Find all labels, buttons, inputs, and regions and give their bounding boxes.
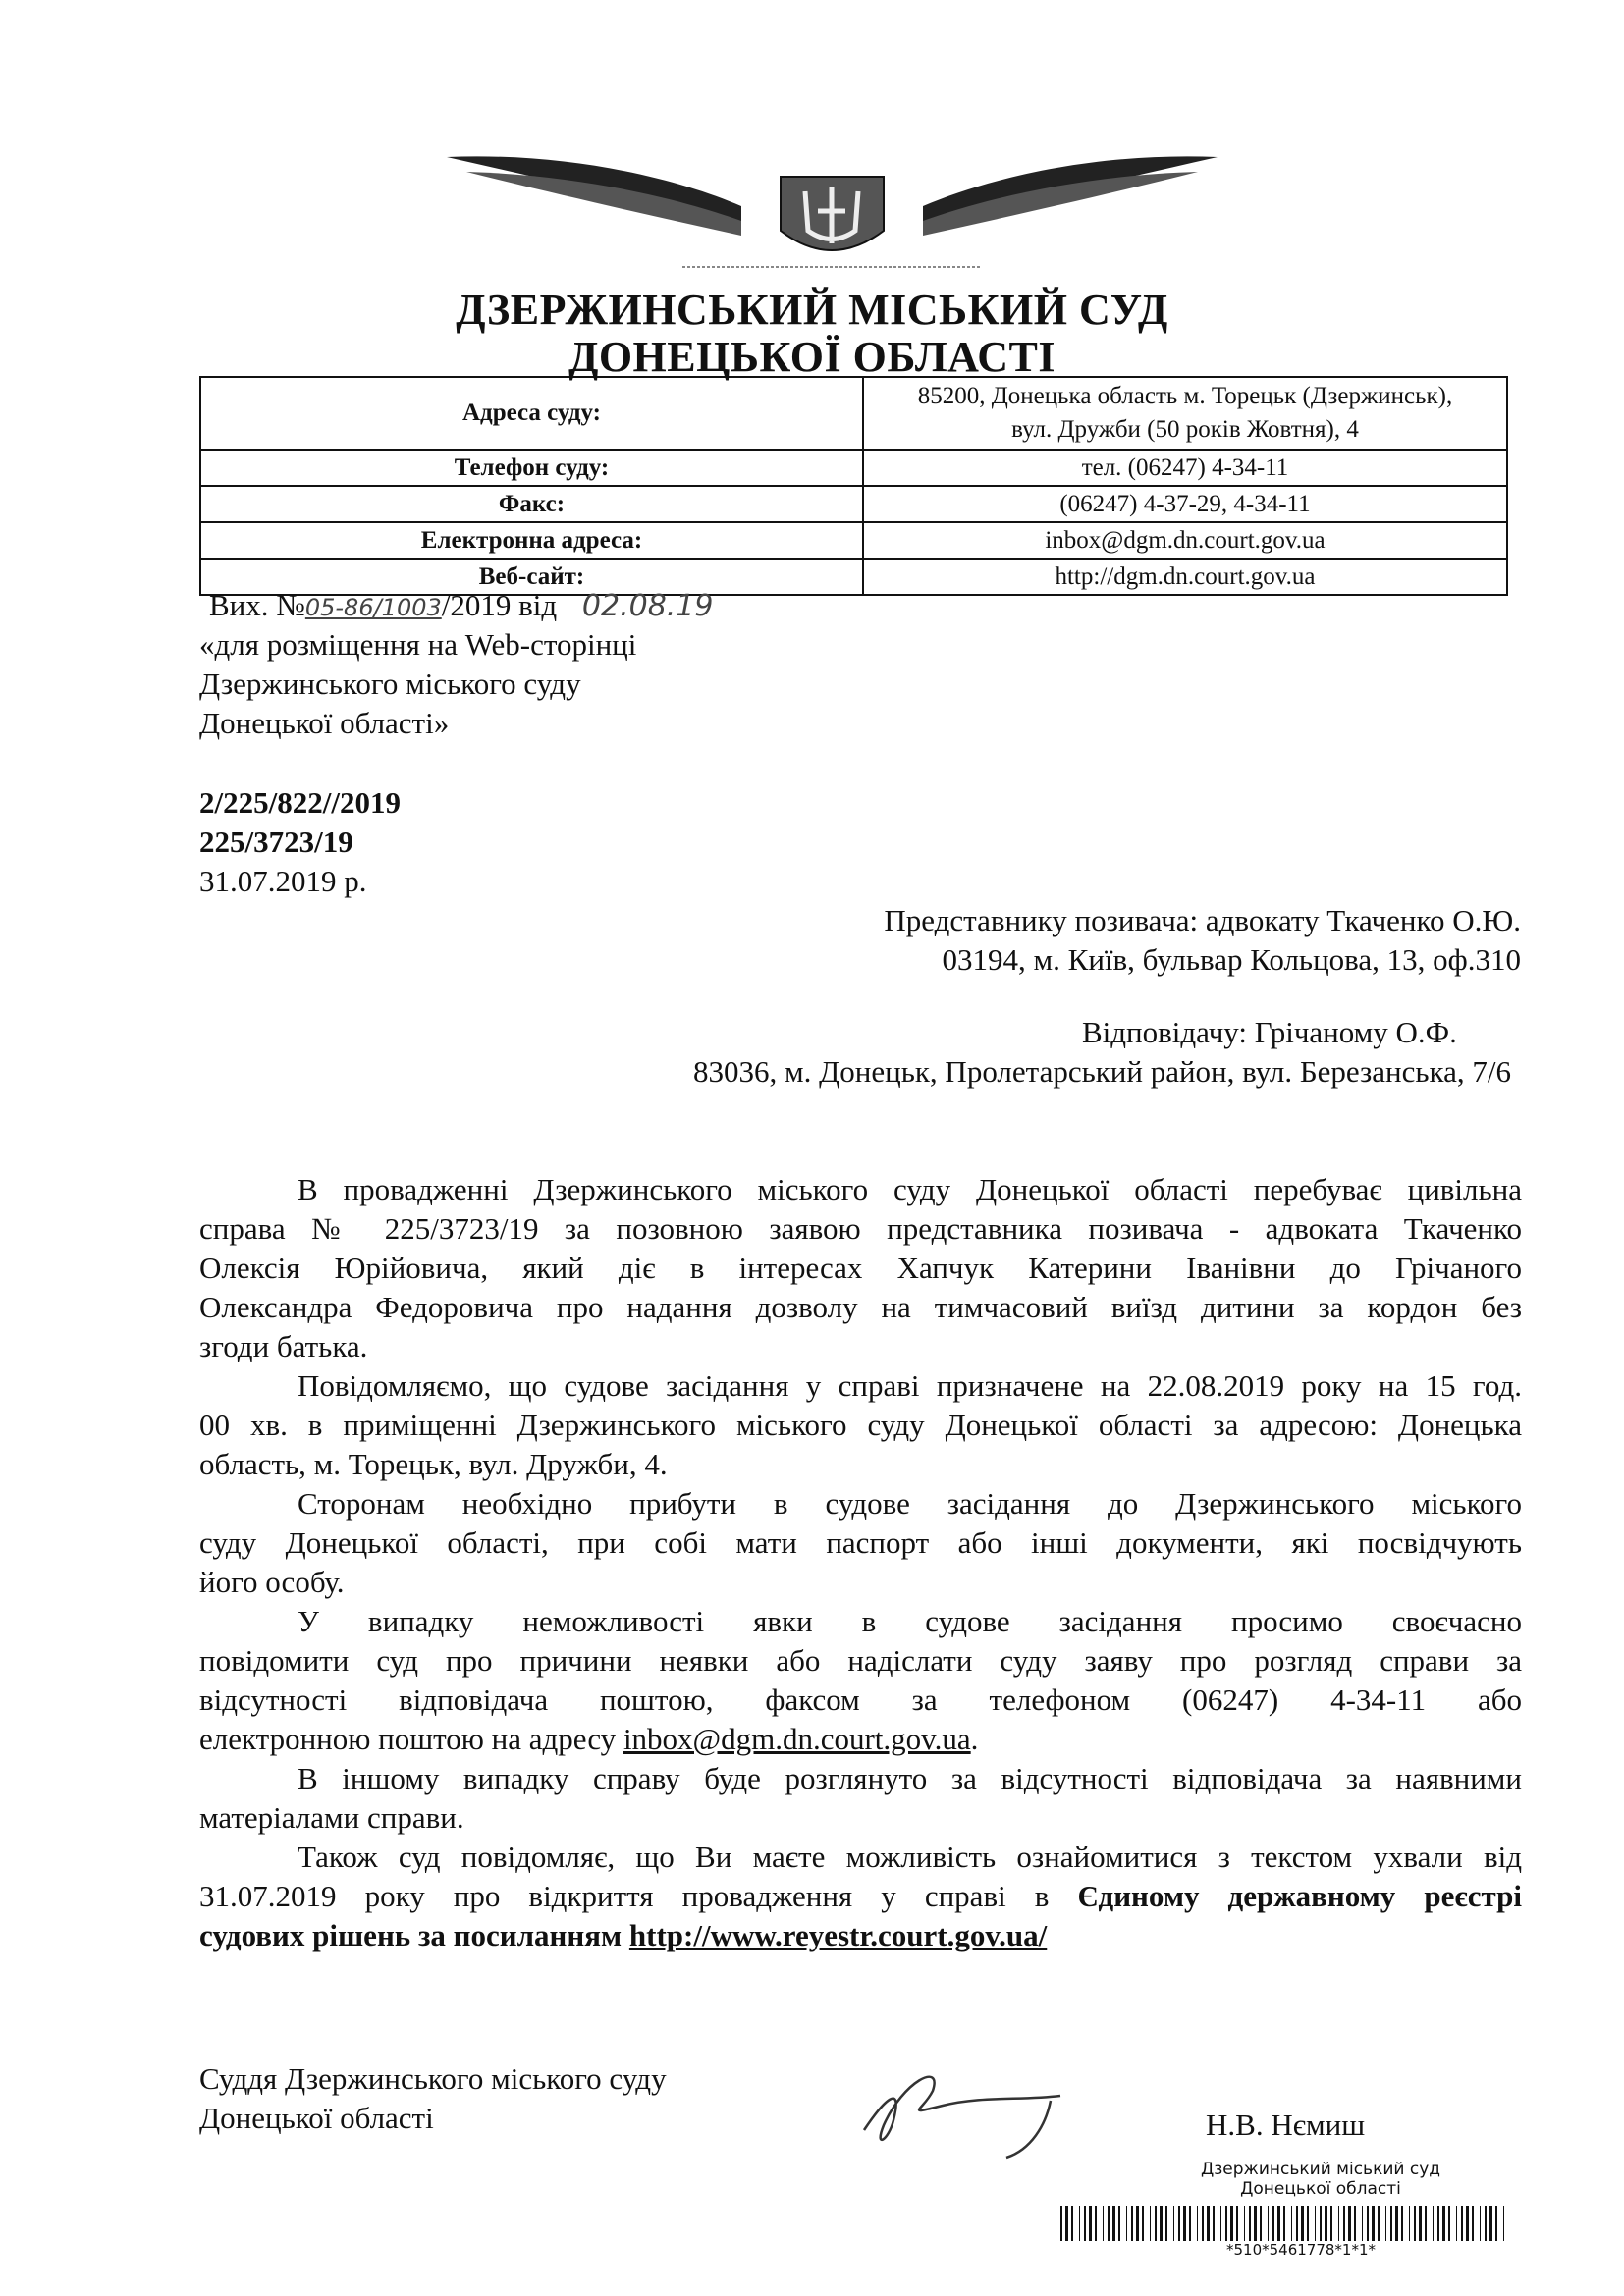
paragraph-6: Також суд повідомляє, що Ви маєте можливість ознайомитися з текстом ухвали від 31.07.2019 року про відкриття провадження у справі в Єдиному державному реєстрі судових рішень за посиланням http://www.reyestr.court.gov.ua/ [199,1840,1522,1952]
address-label: Адреса суду: [200,377,863,450]
barcode-bar [1173,2206,1174,2241]
table-row [200,450,1507,486]
barcode-bar [1307,2206,1309,2241]
barcode-bar [1472,2206,1474,2241]
placement-note: «для розміщення на Web-сторінці Дзержинського міського суду Донецької області» [199,627,637,740]
barcode-bar [1433,2206,1434,2241]
judge-title: Суддя Дзержинського міського суду Донецької області [199,2061,667,2135]
barcode-bar [1103,2206,1104,2241]
barcode-bar [1236,2206,1238,2241]
case-number-1: 2/225/822//2019 [199,785,401,820]
case-numbers [199,783,401,862]
barcode-bar [1343,2206,1345,2241]
plaintiff-address: 03194, м. Київ, бульвар Кольцова, 13, оф.310 [942,942,1521,977]
barcode-bar [1155,2206,1157,2241]
barcode-bar [1437,2206,1439,2241]
barcode-bar [1485,2206,1487,2241]
barcode-bar [1425,2206,1427,2241]
barcode-bar [1367,2206,1369,2241]
registry-link[interactable]: http://www.reyestr.court.gov.ua/ [628,1918,1048,1952]
registration-stamp: Дзержинський міський суд Донецької області [1200,2160,1441,2199]
barcode-bar [1442,2206,1445,2241]
barcode-bar [1390,2206,1392,2241]
body-text [199,1170,1522,1955]
barcode-bar [1244,2206,1245,2241]
fax-value: (06247) 4-37-29, 4-34-11 [863,486,1507,522]
address-value [863,377,1507,450]
barcode-bar [1213,2206,1215,2241]
barcode-bar [1112,2206,1115,2241]
barcode-bar [1296,2206,1298,2241]
barcode-bar [1089,2206,1092,2241]
barcode-bar [1409,2206,1410,2241]
barcode-bar [1183,2206,1186,2241]
barcode-bar [1456,2206,1457,2241]
handwritten-number: 05-86/1003 [304,594,442,621]
barcode-bar [1401,2206,1403,2241]
barcode-bar [1362,2206,1363,2241]
case-date: 31.07.2019 р. [199,864,367,898]
barcode-bar [1503,2206,1504,2241]
barcode-bar [1249,2206,1251,2241]
barcode-bar [1254,2206,1257,2241]
barcode-bar [1095,2206,1097,2241]
outgoing-number: Вих. №05-86/1003/2019 від 02.08.19 [209,588,714,623]
court-info-table [199,376,1508,596]
barcode-bar [1325,2206,1327,2241]
barcode-bar [1372,2206,1375,2241]
barcode-bar [1466,2206,1469,2241]
barcode-bar [1448,2206,1450,2241]
barcode-bar [1291,2206,1292,2241]
barcode-bar [1268,2206,1269,2241]
website-label: Веб-сайт: [200,559,863,595]
address-line-2: вул. Дружби (50 років Жовтня), 4 [1011,416,1359,443]
fax-label: Факс: [200,486,863,522]
judge-name: Н.В. Нємиш [1206,2108,1366,2142]
barcode-bar [1338,2206,1339,2241]
barcode-bar [1489,2206,1492,2241]
barcode-bar [1348,2206,1351,2241]
barcode-bar [1301,2206,1304,2241]
barcode-bar [1178,2206,1180,2241]
winged-trident-icon [447,137,1218,275]
defendant-address: 83036, м. Донецьк, Пролетарський район, вул. Березанська, 7/6 [693,1054,1511,1089]
barcode-bar [1207,2206,1210,2241]
court-name-line2: ДОНЕЦЬКОЇ ОБЛАСТІ [568,333,1056,381]
barcode-bar [1136,2206,1139,2241]
barcode-bar [1315,2206,1316,2241]
barcode-bar [1189,2206,1191,2241]
barcode-number: *510*5461778*1*1* [1225,2241,1377,2259]
phone-value: тел. (06247) 4-34-11 [863,450,1507,486]
barcode-bar [1108,2206,1110,2241]
barcode-bar [1277,2206,1280,2241]
barcode-bar [1160,2206,1163,2241]
email-label: Електронна адреса: [200,522,863,559]
barcode-bar [1118,2206,1120,2241]
barcode-bar [1150,2206,1151,2241]
barcode-bar [1330,2206,1332,2241]
email-link[interactable]: inbox@dgm.dn.court.gov.ua [623,1722,971,1756]
paragraph-2: Повідомляємо, що судове засідання у справі призначене на 22.08.2019 року на 15 год. 00 хв. в приміщенні Дзержинського міського суду Донецької області за адресою: Донецька область, м. Торецьк, вул. Дружби, 4. [199,1368,1522,1481]
court-name-line1: ДЗЕРЖИНСЬКИЙ МІСЬКИЙ СУД [456,286,1168,334]
barcode-bar [1225,2206,1227,2241]
email-value: inbox@dgm.dn.court.gov.ua [863,522,1507,559]
barcode-bar [1142,2206,1144,2241]
barcode-bar [1131,2206,1133,2241]
case-number-2: 225/3723/19 [199,825,353,859]
table-row [200,486,1507,522]
barcode [1058,2206,1510,2241]
barcode-bar [1283,2206,1285,2241]
paragraph-4: У випадку неможливості явки в судове засідання просимо своєчасно повідомити суд про причини неявки або надіслати суду заяву про розгляд справи за відсутності відповідача поштою, факсом за телефоном (06247) 4-34-11 або електронною поштою на адресу inbox@dgm.dn.court.gov.ua. [199,1604,1522,1756]
barcode-bar [1385,2206,1386,2241]
table-row [200,522,1507,559]
barcode-bar [1071,2206,1073,2241]
barcode-bar [1272,2206,1274,2241]
barcode-bar [1419,2206,1422,2241]
table-row [200,377,1507,450]
plaintiff-representative: Представнику позивача: адвокату Ткаченко О.Ю. [884,903,1521,937]
paragraph-3: Сторонам необхідно прибути в судове засідання до Дзержинського міського суду Донецької області, при собі мати паспорт або інші документи, які посвідчують його особу. [199,1486,1522,1599]
barcode-bar [1378,2206,1380,2241]
website-value: http://dgm.dn.court.gov.ua [863,559,1507,595]
barcode-bar [1202,2206,1204,2241]
address-line-1: 85200, Донецька область м. Торецьк (Дзержинськ), [917,383,1453,409]
court-emblem [447,137,1218,275]
barcode-bar [1495,2206,1497,2241]
barcode-bar [1220,2206,1221,2241]
barcode-bar [1354,2206,1356,2241]
barcode-bar [1079,2206,1080,2241]
barcode-bar [1084,2206,1086,2241]
paragraph-1: В провадженні Дзержинського міського суду Донецької області перебуває цивільна справа № 225/3723/19 за позовною заявою представника позивача - адвоката Ткаченко Олексія Юрійовича, який діє в інтересах Хапчук Катерини Іванівни до Грічаного Олександра Федоровича про надання дозволу на тимчасовий виїзд дитини за кордон без згоди батька. [199,1172,1522,1363]
barcode-bar [1414,2206,1416,2241]
barcode-bar [1480,2206,1481,2241]
barcode-bar [1320,2206,1322,2241]
barcode-bar [1065,2206,1068,2241]
barcode-bar [1461,2206,1463,2241]
barcode-bar [1126,2206,1127,2241]
phone-label: Телефон суду: [200,450,863,486]
barcode-bar [1260,2206,1262,2241]
barcode-bar [1230,2206,1233,2241]
barcode-bar [1060,2206,1062,2241]
paragraph-5: В іншому випадку справу буде розглянуто за відсутності відповідача за наявними матеріалами справи. [199,1761,1522,1835]
handwritten-date: 02.08.19 [581,589,714,623]
defendant: Відповідачу: Грічаному О.Ф. [1082,1015,1457,1049]
barcode-bar [1395,2206,1398,2241]
barcode-bar [1197,2206,1198,2241]
handwritten-signature [825,2042,1080,2169]
barcode-bar [1165,2206,1167,2241]
